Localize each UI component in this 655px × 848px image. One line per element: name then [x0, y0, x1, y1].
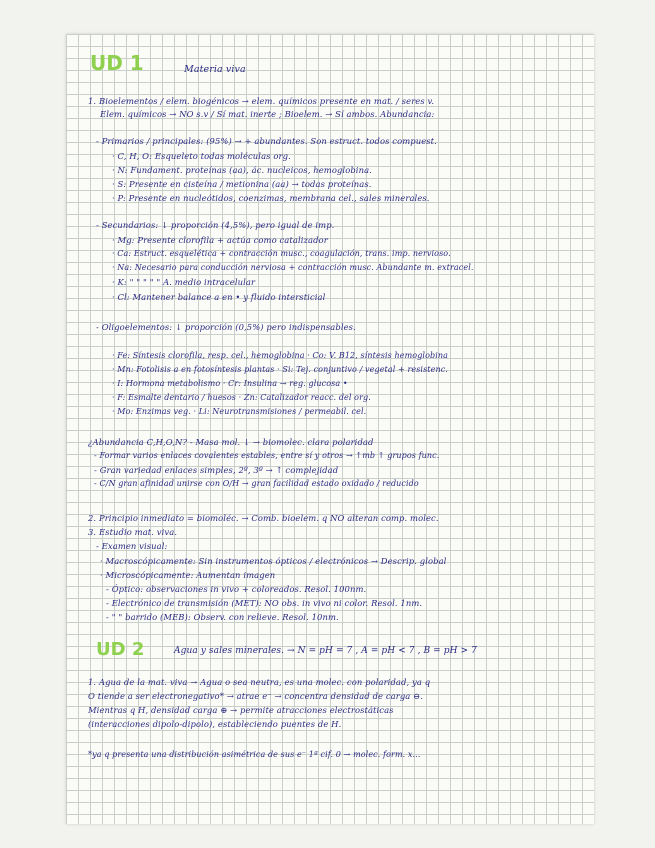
note-line: - Óptico: observaciones in vivo + coloreados. Resol. 100nm. [106, 584, 367, 594]
note-line: - Formar varios enlaces covalentes estables, entre sí y otros → ↑mb ↑ grupos func. [94, 451, 440, 460]
unit2-title: Agua y sales minerales. → N = pH = 7 , A = pH < 7 , B = pH > 7 [174, 646, 477, 656]
note-line: · Cl: Mantener balance a en • y fluido intersticial [112, 292, 326, 302]
note-line: *ya q presenta una distribución asimétrica de sus e⁻ 1ª cif. 0 → molec. form. x... [88, 750, 421, 759]
note-line: 2. Principio inmediato = biomoléc. → Comb. bioelem. q NO alteran comp. molec. [88, 513, 439, 523]
note-line: 3. Estudio mat. viva. [88, 527, 178, 537]
note-line: - Gran variedad enlaces simples, 2º, 3º → ↑ complejidad [94, 465, 339, 475]
notebook-page [66, 34, 594, 824]
note-line: · Fe: Síntesis clorofila, resp. cel., hemoglobina · Co: V. B12, síntesis hemoglobina [112, 351, 448, 360]
note-line: · Mo: Enzimas veg. · Li: Neurotransmisiones / permeabil. cel. [112, 407, 367, 416]
note-line: · S: Presente en cisteína / metionina (aa) → todas proteínas. [112, 179, 372, 189]
note-line: · Mn: Fotolisis a en fotosíntesis plantas · Si: Tej. conjuntivo / vegetal + resistenc. [112, 365, 448, 374]
note-line: · I: Hormona metabolismo · Cr: Insulina → reg. glucosa • [112, 379, 348, 388]
note-line: 1. Bioelementos / elem. biogénicos → elem. químicos presente en mat. / seres v. [88, 96, 435, 106]
note-line: ¿Abundancia C,H,O,N? - Masa mol. ↓ → biomolec. clara polaridad [88, 437, 374, 447]
note-line: · Na: Necesario para conducción nerviosa + contracción musc. Abundante m. extracel. [112, 263, 474, 272]
note-line: · Mg: Presente clorofila + actúa como catalizador [112, 235, 328, 245]
unit1-tag: UD 1 [90, 51, 144, 75]
note-line: - Primarios / principales: (95%) → + abundantes. Son estruct. todos compuest. [96, 136, 437, 146]
note-line: 1. Agua de la mat. viva → Agua o sea neutra, es una molec. con polaridad, ya q [88, 677, 431, 687]
note-line: · F: Esmalte dentario / huesos · Zn: Catalizador reacc. del org. [112, 393, 371, 402]
note-line: - C/N gran afinidad unirse con O/H → gran facilidad estado oxidado / reducido [94, 479, 419, 488]
note-line: - Secundarios: ↓ proporción (4,5%), pero igual de imp. [96, 220, 335, 230]
note-line: · Microscópicamente: Aumentan imagen [100, 570, 276, 580]
unit1-title: Materia viva [184, 64, 246, 75]
note-line: (interacciones dipolo-dipolo), estableciendo puentes de H. [88, 719, 342, 729]
note-line: Mientras q H, densidad carga ⊕ → permite atracciones electrostáticas [88, 705, 394, 715]
note-line: Elem. químicos → NO s.v / Sí mat. inerte ; Bioelem. → Sí ambos. Abundancia: [100, 109, 435, 119]
note-line: · K: " " " " " A. medio intracelular [112, 277, 256, 287]
note-line: - " " barrido (MEB): Observ. con relieve. Resol. 10nm. [106, 612, 339, 622]
note-line: · N: Fundament. proteínas (aa), ác. nucleicos, hemoglobina. [112, 165, 372, 175]
note-line: - Examen visual: [96, 541, 168, 551]
unit2-tag: UD 2 [96, 639, 145, 660]
note-line: · C, H, O: Esqueleto todas moléculas org. [112, 151, 291, 161]
note-line: - Oligoelementos: ↓ proporción (0,5%) pero indispensables. [96, 322, 356, 332]
note-line: · Ca: Estruct. esquelética + contracción musc., coagulación, trans. imp. nervioso. [112, 249, 451, 258]
note-line: - Electrónico de transmisión (MET): NO obs. in vivo ni color. Resol. 1nm. [106, 598, 423, 608]
note-line: · Macroscópicamente: Sin instrumentos ópticos / electrónicos → Descrip. global [100, 556, 447, 566]
note-line: O tiende a ser electronegativo* → atrae e⁻ → concentra densidad de carga ⊖. [88, 691, 424, 701]
note-line: · P: Presente en nucleótidos, coenzimas, membrana cel., sales minerales. [112, 193, 430, 203]
